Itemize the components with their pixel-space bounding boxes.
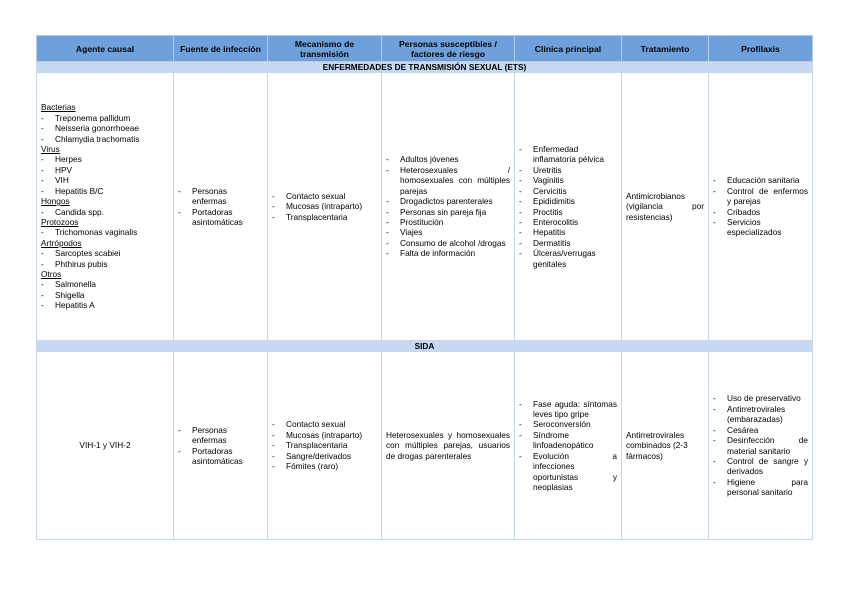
- cell-profilaxis-ets: [709, 73, 813, 341]
- susceptibles-text: Heterosexuales y homosexuales con múltiples parejas, usuarios de drogas parenterales: [386, 429, 510, 461]
- header-susceptibles: Personas susceptibles / factores de riesgo: [382, 36, 515, 62]
- cell-fuente-ets: [174, 73, 268, 341]
- list-item: - Uso de preservativo: [713, 393, 808, 403]
- list-item: - Hepatitis B/C: [41, 186, 169, 196]
- agent-group-title: Hongos: [41, 196, 70, 207]
- list-item: - Viajes: [386, 227, 510, 237]
- section-row-sida: [37, 341, 813, 352]
- table-row-ets: [37, 73, 813, 341]
- tratamiento-text: Antirretrovirales combinados (2-3 fármacos): [626, 429, 688, 461]
- list-item: - Herpes: [41, 154, 169, 164]
- agent-list: [41, 227, 169, 237]
- agent-group-title: Virus: [41, 144, 60, 155]
- list-item: - Salmonella: [41, 279, 169, 289]
- list-item: - Falta de información: [386, 248, 510, 258]
- cell-fuente-sida: [174, 352, 268, 540]
- profilaxis-list: [713, 175, 808, 237]
- list-item: - Dermatitis: [519, 238, 617, 248]
- list-item: - Adultos jóvenes: [386, 154, 510, 164]
- list-item: - Educación sanitaria: [713, 175, 808, 185]
- list-item: - Personas enfermas: [178, 425, 263, 446]
- cell-mecanismo-ets: [268, 73, 382, 341]
- list-item: - Enterocolitis: [519, 217, 617, 227]
- list-item: - Seroconversión: [519, 419, 617, 429]
- list-item: - Hepatitis: [519, 227, 617, 237]
- agent-list: [41, 248, 169, 269]
- list-item: - Fase aguda: síntomas leves tipo gripe: [519, 399, 617, 420]
- agent-group-title: Bacterias: [41, 102, 76, 113]
- list-item: - Transplacentaria: [272, 212, 377, 222]
- header-profilaxis: Profilaxis: [709, 36, 813, 62]
- list-item: - Control de enfermos y parejas: [713, 186, 808, 207]
- list-item: - Trichomonas vaginalis: [41, 227, 169, 237]
- cell-agente-sida: VIH-1 y VIH-2: [37, 352, 174, 540]
- header-agente: Agente causal: [37, 36, 174, 62]
- list-item: - Proctitis: [519, 207, 617, 217]
- fuente-list: [178, 425, 263, 467]
- list-item: - Drogadictos parenterales: [386, 196, 510, 206]
- agent-group-title: Otros: [41, 268, 62, 279]
- header-mecanismo: Mecanismo de transmisión: [268, 36, 382, 62]
- list-item: - Hepatitis A: [41, 300, 169, 310]
- table-row-sida: [37, 352, 813, 540]
- clinica-list: [519, 144, 617, 269]
- mecanismo-list: [272, 419, 377, 471]
- list-item: - Shigella: [41, 290, 169, 300]
- agent-group-title: Protozoos: [41, 216, 79, 227]
- list-item: - Transplacentaria: [272, 440, 377, 450]
- agent-list: [41, 154, 169, 196]
- agent-list: [41, 207, 169, 217]
- list-item: - Heterosexuales / homosexuales con múltiples parejas: [386, 165, 510, 196]
- list-item: - Antirretrovirales (embarazadas): [713, 404, 808, 425]
- list-item: - Consumo de alcohol /drogas: [386, 238, 510, 248]
- list-item: - Chlamydia trachomatis: [41, 134, 169, 144]
- diseases-table: [36, 35, 813, 540]
- header-fuente: Fuente de infección: [174, 36, 268, 62]
- cell-susceptibles-sida: [382, 352, 515, 540]
- list-item: - Portadoras asintomáticas: [178, 207, 263, 228]
- list-item: - Evolución a infecciones oportunistas y neoplasias: [519, 451, 617, 493]
- cell-clinica-ets: [515, 73, 622, 341]
- agent-group-list: [41, 102, 169, 310]
- cell-profilaxis-sida: [709, 352, 813, 540]
- header-tratamiento: Tratamiento: [622, 36, 709, 62]
- mecanismo-list: [272, 191, 377, 222]
- list-item: - Cribados: [713, 207, 808, 217]
- fuente-list: [178, 186, 263, 228]
- header-clinica: Clínica principal: [515, 36, 622, 62]
- section-title-ets: ENFERMEDADES DE TRANSMISIÓN SEXUAL (ETS): [37, 62, 813, 73]
- list-item: - Sarcoptes scabiei: [41, 248, 169, 258]
- agent-list: [41, 279, 169, 310]
- list-item: - Personas sin pareja fija: [386, 207, 510, 217]
- list-item: - Neisseria gonorrhoeae: [41, 123, 169, 133]
- list-item: - Portadoras asintomáticas: [178, 446, 263, 467]
- list-item: - VIH: [41, 175, 169, 185]
- cell-tratamiento-ets: [622, 73, 709, 341]
- list-item: - Mucosas (intraparto): [272, 430, 377, 440]
- profilaxis-list: [713, 393, 808, 497]
- tratamiento-text: Antimicrobianos (vigilancia por resistencias): [626, 190, 704, 222]
- list-item: - Personas enfermas: [178, 186, 263, 207]
- cell-clinica-sida: [515, 352, 622, 540]
- list-item: - Mucosas (intraparto): [272, 201, 377, 211]
- list-item: - Vaginitis: [519, 175, 617, 185]
- cell-mecanismo-sida: [268, 352, 382, 540]
- list-item: - Contacto sexual: [272, 191, 377, 201]
- list-item: - Cesárea: [713, 425, 808, 435]
- list-item: - Epididimitis: [519, 196, 617, 206]
- cell-agentes-ets: [37, 73, 174, 341]
- agent-list: [41, 113, 169, 144]
- list-item: - Enfermedad inflamatoria pélvica: [519, 144, 617, 165]
- list-item: - Candida spp.: [41, 207, 169, 217]
- susceptibles-list: [386, 154, 510, 258]
- list-item: - Fómites (raro): [272, 461, 377, 471]
- list-item: - Síndrome linfoadenopático: [519, 430, 617, 451]
- list-item: - HPV: [41, 165, 169, 175]
- list-item: - Higiene para personal sanitario: [713, 477, 808, 498]
- cell-tratamiento-sida: [622, 352, 709, 540]
- list-item: - Prostitución: [386, 217, 510, 227]
- agent-group-title: Artrópodos: [41, 237, 82, 248]
- cell-susceptibles-ets: [382, 73, 515, 341]
- header-row: [37, 36, 813, 62]
- list-item: - Sangre/derivados: [272, 451, 377, 461]
- list-item: - Control de sangre y derivados: [713, 456, 808, 477]
- list-item: - Desinfección de material sanitario: [713, 435, 808, 456]
- list-item: - Úlceras/verrugas genitales: [519, 248, 617, 269]
- list-item: - Servicios especializados: [713, 217, 808, 238]
- list-item: - Contacto sexual: [272, 419, 377, 429]
- list-item: - Treponema pallidum: [41, 113, 169, 123]
- clinica-list: [519, 399, 617, 493]
- section-row-ets: [37, 62, 813, 73]
- list-item: - Cervicitis: [519, 186, 617, 196]
- list-item: - Phthirus pubis: [41, 259, 169, 269]
- list-item: - Uretritis: [519, 165, 617, 175]
- section-title-sida: SIDA: [37, 341, 813, 352]
